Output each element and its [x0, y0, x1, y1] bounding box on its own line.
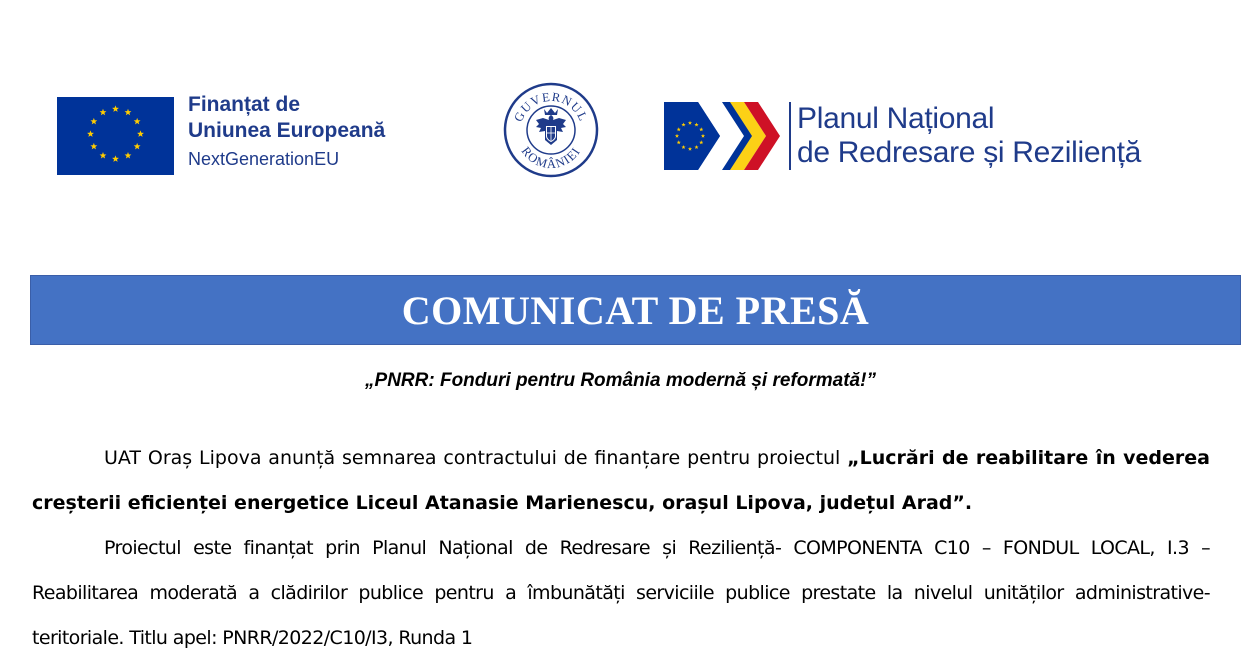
slogan: „PNRR: Fonduri pentru România modernă și reformată!”: [365, 370, 876, 391]
eu-flag-logo: [57, 97, 174, 175]
body-text: [32, 436, 1210, 661]
press-release-banner: [30, 275, 1241, 345]
eu-line-3: NextGenerationEU: [188, 149, 340, 169]
paragraph-1-text: UAT Oraș Lipova anunță semnarea contractului de finanțare pentru proiectul: [104, 447, 848, 469]
eu-line-1: Finanțat de: [188, 93, 301, 116]
eu-funding-text: [188, 94, 385, 168]
pnrr-line-2: de Redresare și Reziliență: [797, 136, 1142, 169]
svg-text:ROMÂNIEI: [519, 144, 584, 171]
paragraph-1: [32, 436, 1210, 526]
seal-text-bottom: ROMÂNIEI: [518, 144, 584, 172]
pnrr-logo-text: [797, 102, 1141, 170]
pnrr-divider: [789, 102, 791, 170]
government-seal-logo: [503, 82, 599, 178]
paragraph-2: Proiectul este finanțat prin Planul Național de Redresare și Reziliență- COMPONENTA C10 – FONDUL LOCAL, I.3 – Reabilitarea moderată a clădirilor publice pentru a îmbunătăți serviciile publice prestate la nivelul unităților administrative-teritoriale. Titlu apel: PNRR/2022/C10/I3, Runda 1: [32, 537, 1210, 649]
romanian-coat-of-arms-icon: [536, 108, 566, 145]
eu-stars-icon: [57, 97, 174, 175]
seal-text-top: GUVERNUL: [511, 89, 591, 124]
eu-line-2: Uniunea Europeană: [188, 119, 386, 142]
pnrr-arrows-logo: [664, 102, 786, 170]
banner-title: COMUNICAT DE PRESĂ: [401, 287, 870, 333]
pnrr-line-1: Planul Național: [797, 102, 995, 135]
project-title: „Lucrări de reabilitare în vederea creșterii eficienței energetice Liceul Atanasie Marienescu, orașul Lipova, județul Arad”.: [32, 447, 1210, 514]
